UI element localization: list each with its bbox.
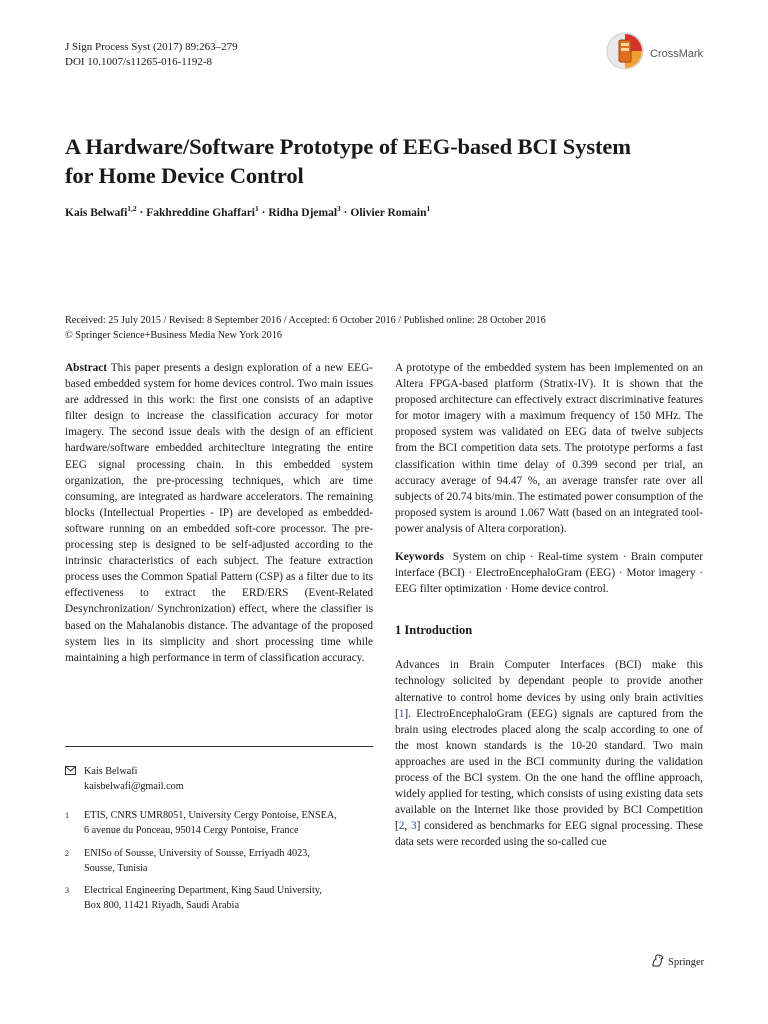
intro-text-part: Advances in Brain Computer Interfaces (BCI) make this technology solicited by dependant people to provide another alternative to control home devices by using only brain activities [ xyxy=(395,659,703,720)
publisher-name: Springer xyxy=(668,956,705,968)
affiliation-2 xyxy=(65,847,373,876)
author-list xyxy=(65,204,431,219)
journal-header xyxy=(65,40,238,70)
intro-text-part: ] considered as benchmarks for EEG signal processing. These data sets were recorded using the so-called cue xyxy=(395,820,703,849)
author-name[interactable]: Kais Belwafi xyxy=(65,207,128,219)
citation-link[interactable]: 3 xyxy=(410,820,417,833)
dates-line: Received: 25 July 2015 / Revised: 8 September 2016 / Accepted: 6 October 2016 / Published online: 28 October 2016 xyxy=(65,315,546,326)
author-affiliation-mark: 1 xyxy=(255,204,259,214)
affiliation-number: 2 xyxy=(65,849,69,858)
correspondence-name: Kais Belwafi xyxy=(84,766,138,777)
publication-history xyxy=(65,313,546,343)
doi-line[interactable]: DOI 10.1007/s11265-016-1192-8 xyxy=(65,56,213,68)
author-separator: · xyxy=(258,207,269,219)
affiliation-line: Sousse, Tunisia xyxy=(84,862,148,874)
right-column xyxy=(395,360,703,850)
affiliation-line: ENISo of Sousse, University of Sousse, Erriyadh 4023, xyxy=(84,848,310,859)
citation-separator: , xyxy=(404,820,411,833)
correspondence-details xyxy=(84,765,373,794)
keywords-text: System on chip · Real-time system · Brain computer interface (BCI) · ElectroEncephaloGram (EEG) · Motor imagery · EEG filter optimization · Home device control. xyxy=(395,551,703,596)
footnote-divider xyxy=(65,746,373,747)
keywords-label: Keywords xyxy=(395,551,444,564)
affiliation-number: 1 xyxy=(65,811,69,820)
copyright-line: © Springer Science+Business Media New York 2016 xyxy=(65,330,282,341)
introduction-paragraph xyxy=(395,657,703,850)
author-affiliation-mark: 3 xyxy=(337,204,341,214)
affiliation-line: ETIS, CNRS UMR8051, University Cergy Pontoise, ENSEA, xyxy=(84,810,337,821)
affiliation-number: 3 xyxy=(65,886,69,895)
publisher-logo xyxy=(651,954,704,970)
author-separator: · xyxy=(136,207,147,219)
envelope-icon xyxy=(65,766,76,781)
title-line-2: for Home Device Control xyxy=(65,163,304,188)
author-separator: · xyxy=(340,207,351,219)
author-name[interactable]: Ridha Djemal xyxy=(268,207,338,219)
keywords-paragraph xyxy=(395,549,703,597)
left-column xyxy=(65,360,373,666)
correspondence-email[interactable]: kaisbelwafi@gmail.com xyxy=(84,780,184,792)
title-line-1: A Hardware/Software Prototype of EEG-based BCI System xyxy=(65,134,631,159)
journal-citation: J Sign Process Syst (2017) 89:263–279 xyxy=(65,41,238,53)
author-affiliation-mark: 1 xyxy=(426,204,431,214)
affiliation-text xyxy=(84,884,373,913)
affiliation-1 xyxy=(65,809,373,838)
affiliation-line: 6 avenue du Ponceau, 95014 Cergy Pontoise, France xyxy=(84,824,299,836)
author-name[interactable]: Olivier Romain xyxy=(350,207,427,219)
abstract-text: This paper presents a design exploration of a new EEG-based embedded system for home devices control. Two main issues are addressed in this work: the first one consists of an adaptive filter design to increase the classification accuracy for motor imagery. The second issue deals with the design of an efficient hardware/software embedded architeclture integrating the entire EEG signal processing chain. In this embedded system organization, the pre-processing techniques, which are time consuming, are integrated as hardware accelerators. The remaining blocks (Intellectual Properties - IP) are developed as embedded-software running on an embedded soft-core processor. The pre-processing step is designed to be self-adjusted according to the intrinsic characteristics of each subject. The feature extraction process uses the Common Spatial Pattern (CSP) as a filter due to its effectiveness to extract the ERD/ERS (Event-Related Desynchronization/ Synchronization) effect, where the classifier is based on the Mahalanobis distance. The advantage of the proposed system lies in its simplicity and short processing time while maintaining a high performance in term of classification accuracy. xyxy=(65,362,373,664)
affiliation-3 xyxy=(65,884,373,913)
paper-title xyxy=(65,132,705,190)
abstract-paragraph xyxy=(65,360,373,666)
author-name[interactable]: Fakhreddine Ghaffari xyxy=(146,207,255,219)
crossmark-icon xyxy=(606,32,644,75)
corresponding-author xyxy=(65,765,373,794)
crossmark-label: CrossMark xyxy=(650,47,704,60)
affiliation-text xyxy=(84,847,373,876)
springer-horse-icon xyxy=(651,954,665,970)
citation-link[interactable]: 1 xyxy=(398,707,405,720)
citation-link[interactable]: 2 xyxy=(398,820,405,833)
abstract-continuation: A prototype of the embedded system has been implemented on an Altera FPGA-based platform (Stratix-IV). It is shown that the proposed architecture can effectively extract discriminative features for motor imagery with a maximum frequency of 150 MHz. The proposed system was validated on EEG data of twelve subjects from the BCI competition data sets. The prototype performs a fast classification within time delay of 0.399 second per trial, an accuracy average of 94.47 %, an average transfer rate over all subjects of 20.74 bits/min. The estimated power consumption of the proposed system is around 1.067 Watt (based on an integrated tool-power analysis of Altera corporation). xyxy=(395,362,703,535)
affiliation-text xyxy=(84,809,373,838)
crossmark-badge[interactable] xyxy=(606,32,703,75)
section-heading-introduction: 1 Introduction xyxy=(395,623,473,638)
intro-text-part: ]. ElectroEncephaloGram (EEG) signals are captured from the brain using electrodes placed along the scalp according to one of the most known standards is the 10-20 standard. Two main approaches are used in the BCI community during the validation process of the BCI system. On the one hand the offline approach, widely applied for testing, which consists of using existing data sets available on the Internet like those provided by BCI Competition [ xyxy=(395,707,703,833)
abstract-label: Abstract xyxy=(65,362,108,374)
affiliation-line: Electrical Engineering Department, King Saud University, xyxy=(84,885,322,896)
author-affiliation-mark: 1,2 xyxy=(127,204,137,214)
affiliation-line: Box 800, 11421 Riyadh, Saudi Arabia xyxy=(84,899,239,911)
